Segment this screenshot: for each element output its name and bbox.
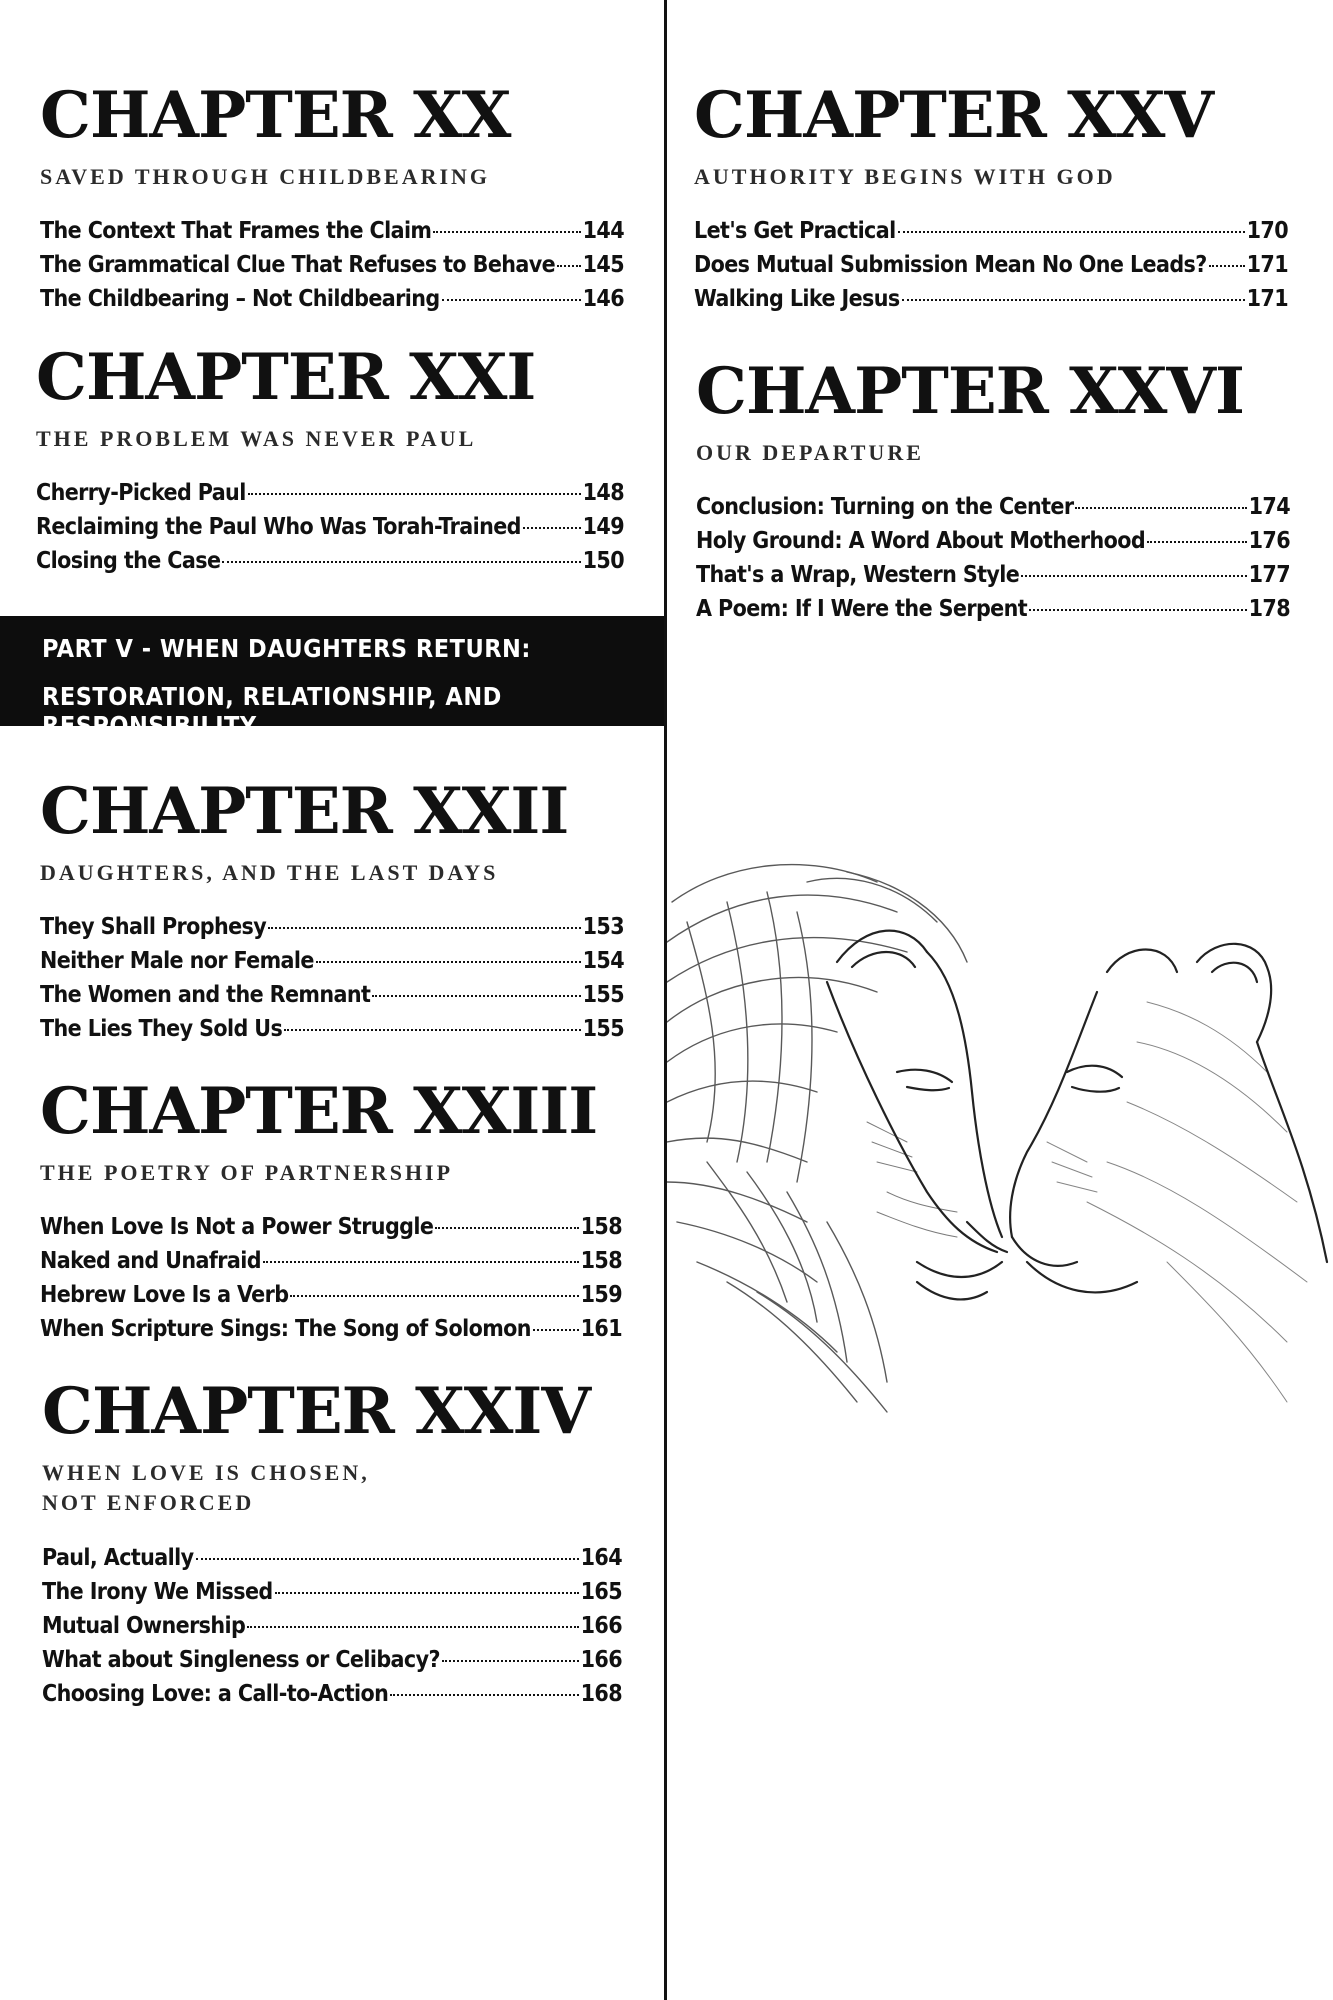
toc-entry[interactable]: Paul, Actually 164: [42, 1544, 622, 1571]
toc-entry[interactable]: The Grammatical Clue That Refuses to Behave 145: [40, 252, 624, 279]
leader-dots: [442, 1660, 579, 1662]
chapter-title: CHAPTER XXIV: [42, 1374, 590, 1449]
chapter-subtitle: SAVED THROUGH CHILDBEARING: [40, 164, 491, 189]
part-banner: [0, 616, 664, 740]
toc-entry[interactable]: Choosing Love: a Call-to-Action 168: [42, 1680, 622, 1707]
chapter-subtitle: THE PROBLEM WAS NEVER PAUL: [36, 426, 477, 451]
leader-dots: [523, 527, 581, 529]
toc-entry[interactable]: Does Mutual Submission Mean No One Leads? 171: [694, 252, 1288, 279]
leader-dots: [196, 1558, 579, 1560]
leader-dots: [1147, 541, 1247, 543]
toc-entry[interactable]: The Childbearing – Not Childbearing 146: [40, 286, 624, 313]
lion-and-lioness-illustration: [667, 842, 1333, 1464]
toc-entry[interactable]: The Lies They Sold Us 155: [40, 1016, 624, 1043]
leader-dots: [442, 299, 581, 301]
chapter-title: CHAPTER XXVI: [696, 354, 1244, 429]
leader-dots: [557, 265, 581, 267]
chapter-xxiv: [42, 1374, 624, 1715]
chapter-subtitle-line: NOT ENFORCED: [42, 1490, 255, 1516]
chapter-title: CHAPTER XXIII: [40, 1074, 598, 1149]
toc-entry[interactable]: Conclusion: Turning on the Center 174: [696, 494, 1290, 521]
chapter-xxii: [40, 774, 624, 1050]
toc-entry[interactable]: Neither Male nor Female 154: [40, 948, 624, 975]
part-banner-subtitle: RESTORATION, RELATIONSHIP, AND RESPONSIBILITY: [42, 682, 502, 740]
leader-dots: [1029, 609, 1247, 611]
leader-dots: [372, 995, 580, 997]
toc-entry[interactable]: They Shall Prophesy 153: [40, 914, 624, 941]
leader-dots: [247, 1626, 578, 1628]
toc-list: [36, 480, 624, 582]
leader-dots: [1021, 575, 1246, 577]
leader-dots: [390, 1694, 578, 1696]
leader-dots: [222, 561, 580, 563]
toc-entry[interactable]: Mutual Ownership 166: [42, 1612, 622, 1639]
toc-list: [696, 494, 1290, 630]
chapter-subtitle: OUR DEPARTURE: [696, 440, 924, 465]
leader-dots: [316, 961, 581, 963]
chapter-title: CHAPTER XXII: [40, 774, 569, 849]
leader-dots: [248, 493, 581, 495]
toc-list: [40, 218, 624, 320]
leader-dots: [284, 1029, 580, 1031]
chapter-title: CHAPTER XX: [40, 78, 511, 153]
chapter-xx: [40, 78, 624, 320]
leader-dots: [275, 1592, 579, 1594]
leader-dots: [433, 231, 580, 233]
chapter-title: CHAPTER XXV: [694, 78, 1214, 153]
chapter-xxiii: [40, 1074, 624, 1350]
chapter-xxvi: [696, 354, 1290, 630]
leader-dots: [533, 1329, 579, 1331]
toc-entry[interactable]: Walking Like Jesus 171: [694, 286, 1288, 313]
toc-entry[interactable]: The Irony We Missed 165: [42, 1578, 622, 1605]
toc-entry[interactable]: What about Singleness or Celibacy? 166: [42, 1646, 622, 1673]
toc-list: [42, 1545, 622, 1715]
chapter-subtitle-line: WHEN LOVE IS CHOSEN,: [42, 1460, 370, 1485]
leader-dots: [1075, 507, 1246, 509]
part-banner-title: PART V - WHEN DAUGHTERS RETURN:: [42, 634, 531, 663]
leader-dots: [435, 1227, 578, 1229]
chapter-xxv: [694, 78, 1288, 320]
chapter-subtitle: DAUGHTERS, AND THE LAST DAYS: [40, 860, 499, 885]
leader-dots: [898, 231, 1245, 233]
toc-list: [40, 914, 624, 1050]
leader-dots: [268, 927, 580, 929]
leader-dots: [902, 299, 1245, 301]
chapter-title: CHAPTER XXI: [36, 340, 536, 415]
toc-entry[interactable]: Holy Ground: A Word About Motherhood 176: [696, 528, 1290, 555]
chapter-subtitle: AUTHORITY BEGINS WITH GOD: [694, 164, 1116, 189]
toc-entry[interactable]: When Love Is Not a Power Struggle 158: [40, 1214, 622, 1241]
toc-entry[interactable]: Let's Get Practical 170: [694, 218, 1288, 245]
leader-dots: [1209, 265, 1245, 267]
leader-dots: [290, 1295, 578, 1297]
toc-entry[interactable]: Hebrew Love Is a Verb 159: [40, 1282, 622, 1309]
toc-entry[interactable]: That's a Wrap, Western Style 177: [696, 562, 1290, 589]
chapter-subtitle: [42, 1458, 624, 1519]
toc-entry[interactable]: The Women and the Remnant 155: [40, 982, 624, 1009]
toc-entry[interactable]: A Poem: If I Were the Serpent 178: [696, 596, 1290, 623]
toc-list: [40, 1214, 622, 1350]
toc-entry[interactable]: Cherry-Picked Paul 148: [36, 480, 624, 507]
chapter-xxi: [36, 340, 624, 582]
toc-entry[interactable]: Closing the Case 150: [36, 548, 624, 575]
toc-entry[interactable]: When Scripture Sings: The Song of Solomon 161: [40, 1316, 622, 1343]
toc-entry[interactable]: Naked and Unafraid 158: [40, 1248, 622, 1275]
toc-entry[interactable]: Reclaiming the Paul Who Was Torah-Trained 149: [36, 514, 624, 541]
leader-dots: [263, 1261, 579, 1263]
toc-entry[interactable]: The Context That Frames the Claim 144: [40, 218, 624, 245]
chapter-subtitle: THE POETRY OF PARTNERSHIP: [40, 1160, 454, 1185]
toc-list: [694, 218, 1288, 320]
